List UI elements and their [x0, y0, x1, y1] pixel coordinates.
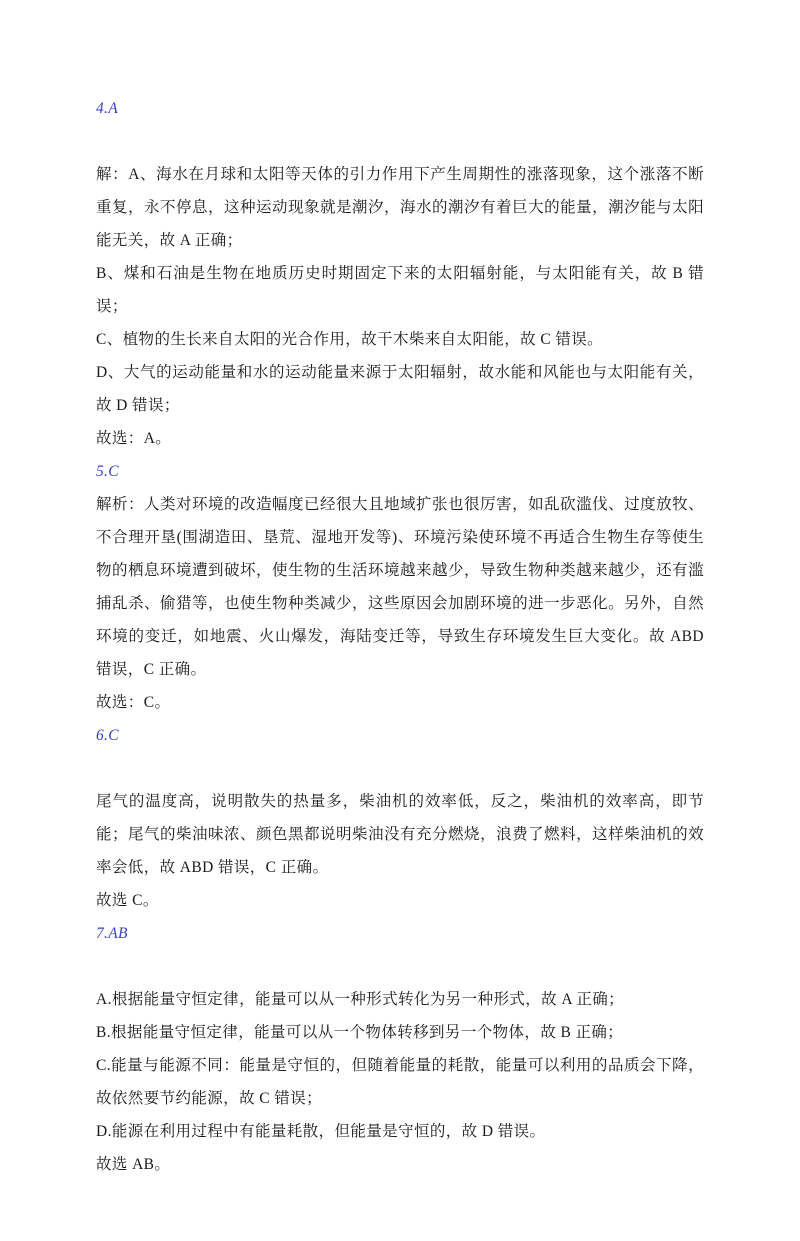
answer-paragraph: A.根据能量守恒定律，能量可以从一种形式转化为另一种形式，故 A 正确； [96, 991, 625, 1008]
answer-paragraph: D.能源在利用过程中有能量耗散，但能量是守恒的，故 D 错误。 [96, 1123, 546, 1140]
answer-paragraph: B.根据能量守恒定律，能量可以从一个物体转移到另一个物体，故 B 正确； [96, 1024, 624, 1041]
answer-label-7: 7.AB [96, 925, 128, 942]
answer-paragraph: C.能量与能源不同：能量是守恒的，但随着能量的耗散，能量可以利用的品质会下降，故依然要节约能源，故 C 错误； [96, 1057, 704, 1107]
answer-label-4: 4.A [96, 100, 118, 117]
answer-block-6 [96, 719, 704, 917]
answer-conclusion: 故选：A。 [96, 430, 172, 447]
answer-block-7 [96, 917, 704, 1181]
answer-paragraph: D、大气的运动能量和水的运动能量来源于太阳辐射，故水能和风能也与太阳能有关，故 D 错误； [96, 364, 704, 414]
answer-paragraph: C、植物的生长来自太阳的光合作用，故干木柴来自太阳能，故 C 错误。 [96, 331, 604, 348]
answer-paragraph: 解析：人类对环境的改造幅度已经很大且地域扩张也很厉害，如乱砍滥伐、过度放牧、不合理开垦(围湖造田、垦荒、湿地开发等)、环境污染使环境不再适合生物生存等使生物的栖息环境遭到破坏，使生物的生活环境越来越少，导致生物种类越来越少，还有滥捕乱杀、偷猎等，也使生物种类减少，这些原因会加剧环境的进一步恶化。另外，自然环境的变迁，如地震、火山爆发，海陆变迁等，导致生存环境发生巨大变化。故 ABD 错误，C 正确。 [96, 496, 704, 678]
answer-paragraph: B、煤和石油是生物在地质历史时期固定下来的太阳辐射能，与太阳能有关，故 B 错误； [96, 265, 704, 315]
answer-paragraph: 解：A、海水在月球和太阳等天体的引力作用下产生周期性的涨落现象，这个涨落不断重复，永不停息，这种运动现象就是潮汐，海水的潮汐有着巨大的能量，潮汐能与太阳能无关，故 A 正确； [96, 166, 704, 249]
answer-paragraph: 尾气的温度高，说明散失的热量多，柴油机的效率低，反之，柴油机的效率高，即节能；尾气的柴油味浓、颜色黑都说明柴油没有充分燃烧，浪费了燃料，这样柴油机的效率会低，故 ABD 错误，C 正确。 [96, 793, 704, 876]
answer-block-4 [96, 92, 704, 455]
answer-conclusion: 故选 C。 [96, 892, 159, 909]
answer-label-6: 6.C [96, 727, 119, 744]
answer-conclusion: 故选：C。 [96, 694, 171, 711]
answer-label-5: 5.C [96, 463, 119, 480]
answer-conclusion: 故选 AB。 [96, 1156, 171, 1173]
answer-block-5 [96, 455, 704, 719]
